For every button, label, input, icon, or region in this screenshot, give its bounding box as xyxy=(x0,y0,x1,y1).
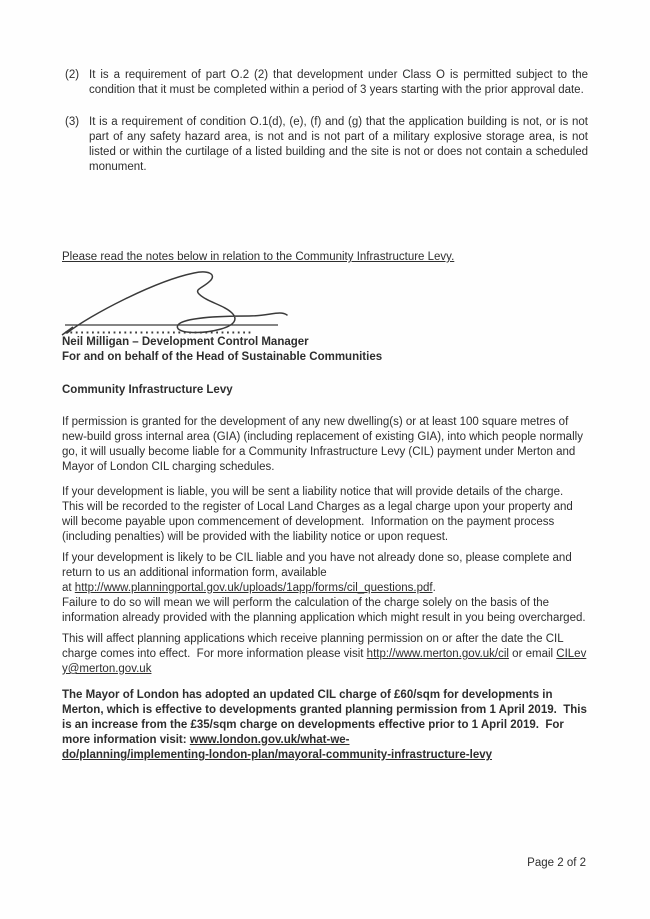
signature-image xyxy=(60,267,295,339)
signature-tick xyxy=(62,327,73,335)
signature-block xyxy=(62,267,588,335)
merton-cil-link[interactable]: http://www.merton.gov.uk/cil xyxy=(366,648,509,660)
cil-email-link[interactable]: CILevy@merton.gov.uk xyxy=(62,648,587,675)
cil-paragraph-effect xyxy=(62,632,588,677)
signatory-block xyxy=(62,335,588,365)
london-gov-link-line2[interactable]: do/planning/implementing-london-plan/mayoral-community-infrastructure-levy xyxy=(62,749,493,761)
condition-item-3 xyxy=(65,115,588,175)
condition-text: It is a requirement of condition O.1(d), (e), (f) and (g) that the application building is not, or is not part of any safety hazard area, is not and is not part of a military explosive storage area, is not listed or within the curtilage of a listed building and the site is not or does not contain a scheduled monument. xyxy=(89,116,588,173)
page-number: Page 2 of 2 xyxy=(527,857,586,869)
conditions-list xyxy=(65,68,588,175)
condition-number: (3) xyxy=(65,116,80,128)
condition-number: (2) xyxy=(65,69,80,81)
form-intro-text: If your development is likely to be CIL liable and you have not already done so, please complete and return to us an additional information form, available xyxy=(62,552,575,579)
signatory-behalf: For and on behalf of the Head of Sustainable Communities xyxy=(62,351,383,363)
form-link-suffix: . xyxy=(432,582,436,594)
condition-item-2 xyxy=(65,68,588,98)
mayor-cil-paragraph xyxy=(62,688,591,763)
signature-stroke xyxy=(67,272,287,333)
form-at-text: at xyxy=(62,582,75,594)
signatory-name: Neil Milligan – Development Control Manager xyxy=(62,336,309,348)
london-gov-link-line1[interactable]: www.london.gov.uk/what-we- xyxy=(189,734,350,746)
mayor-pre-text: The Mayor of London has adopted an updated CIL charge of £60/sqm for developments in Merton, which is effective to developments granted planning permission from 1 April 2019. This is an increase from the £35/sqm charge on developments effective prior to 1 April 2019. For more information visit: xyxy=(62,689,591,746)
planningportal-link[interactable]: http://www.planningportal.gov.uk/uploads/1app/forms/cil_questions.pdf xyxy=(74,582,433,594)
condition-text: It is a requirement of part O.2 (2) that development under Class O is permitted subject to the condition that it must be completed within a period of 3 years starting with the prior approval date. xyxy=(89,69,588,96)
cil-paragraph-permission: If permission is granted for the development of any new dwelling(s) or at least 100 square metres of new-build gross internal area (GIA) (including replacement of existing GIA), into which people normally go, it will usually become liable for a Community Infrastructure Levy (CIL) payment under Merton and Mayor of London CIL charging schedules. xyxy=(62,416,587,473)
effect-pre-text: This will affect planning applications which receive planning permission on or after the date the CIL charge comes into effect. For more information please visit xyxy=(62,633,567,660)
cil-heading: Community Infrastructure Levy xyxy=(62,384,233,396)
effect-mid-text: or email xyxy=(508,648,557,660)
cil-paragraph-liability: If your development is liable, you will be sent a liability notice that will provide details of the charge. This will be recorded to the register of Local Land Charges as a legal charge upon your property and will become payable upon commencement of development. Information on the payment process (including penalties) will be provided with the liability notice or upon request. xyxy=(62,486,576,543)
cil-paragraph-form xyxy=(62,551,588,626)
cil-notes-notice: Please read the notes below in relation to the Community Infrastructure Levy. xyxy=(62,251,455,263)
form-failure-text: Failure to do so will mean we will perform the calculation of the charge solely on the basis of the information already provided with the planning application which might result in you being overcharged. xyxy=(62,597,586,624)
